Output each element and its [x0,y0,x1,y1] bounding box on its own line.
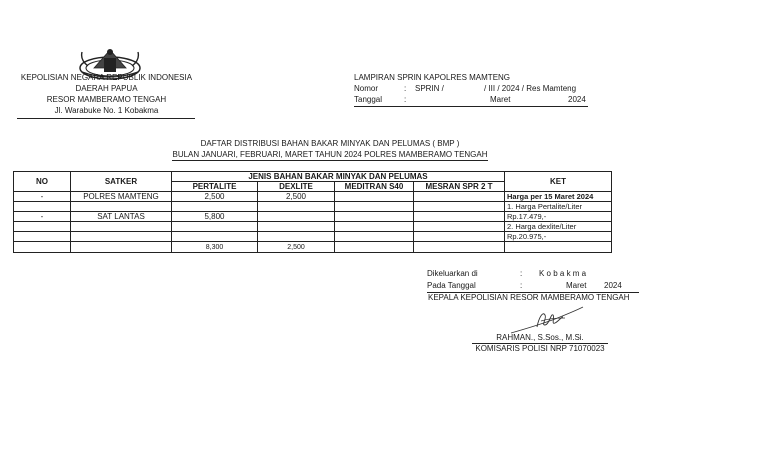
cell-satker [71,222,172,232]
signatory-position: KEPALA KEPOLISIAN RESOR MAMBERAMO TENGAH [428,293,630,302]
cell-dexlite [258,212,335,222]
total-no [14,242,71,253]
col-no-header: NO [14,172,71,192]
cell-meditran [335,202,414,212]
total-dexlite: 2,500 [258,242,335,253]
total-mesran [414,242,505,253]
header-left-divider [17,118,195,119]
document-title [150,138,510,161]
cell-ket: Harga per 15 Maret 2024 [505,192,612,202]
header-right-divider [354,106,588,107]
date-year: 2024 [604,281,622,290]
cell-pertalite [172,232,258,242]
distribution-table [13,171,612,253]
cell-no: - [14,192,71,202]
issued-value: K o b a k m a [539,269,587,278]
handwritten-signature [505,303,587,337]
cell-no: - [14,212,71,222]
org-address: Jl. Warabuke No. 1 Kobakma [54,106,159,115]
title-line-2: BULAN JANUARI, FEBRUARI, MARET TAHUN 2024 POLRES MAMBERAMO TENGAH [172,150,488,159]
signatory [470,333,610,354]
col-dexlite-header: DEXLITE [258,182,335,192]
cell-meditran [335,212,414,222]
nomor-label: Nomor [354,84,379,93]
date-month: Maret [566,281,587,290]
cell-dexlite [258,202,335,212]
cell-pertalite [172,202,258,212]
issued-label: Dikeluarkan di [427,269,478,278]
table-row [14,192,612,202]
cell-ket: 2. Harga dexlite/Liter [505,222,612,232]
cell-satker: POLRES MAMTENG [71,192,172,202]
tanggal-year: 2024 [568,95,586,104]
cell-meditran [335,192,414,202]
nomor-colon: : [404,84,407,93]
total-satker [71,242,172,253]
cell-no [14,222,71,232]
cell-mesran [414,212,505,222]
title-line-1: DAFTAR DISTRIBUSI BAHAN BAKAR MINYAK DAN PELUMAS ( BMP ) [200,139,460,148]
lampiran-title: LAMPIRAN SPRIN KAPOLRES MAMTENG [354,73,511,82]
nomor-value-a: SPRIN / [415,84,444,93]
cell-mesran [414,202,505,212]
nomor-value-b: / III / 2024 / Res Mamteng [484,84,577,93]
signatory-rank: KOMISARIS POLISI NRP 71070023 [475,344,605,353]
col-pertalite-header: PERTALITE [172,182,258,192]
total-pertalite: 8,300 [172,242,258,253]
org-resor: RESOR MAMBERAMO TENGAH [46,95,167,104]
tanggal-label: Tanggal [354,95,383,104]
table-row [14,202,612,212]
col-satker-header: SATKER [71,172,172,192]
cell-dexlite [258,222,335,232]
org-region: DAERAH PAPUA [75,84,138,93]
col-mesran-header: MESRAN SPR 2 T [414,182,505,192]
total-meditran [335,242,414,253]
cell-pertalite: 2,500 [172,192,258,202]
cell-pertalite: 5,800 [172,212,258,222]
cell-meditran [335,232,414,242]
tanggal-colon: : [404,95,407,104]
cell-dexlite [258,232,335,242]
table-total-row [14,242,612,253]
cell-ket: Rp.20.975,- [505,232,612,242]
signature-block [427,268,657,304]
cell-dexlite: 2,500 [258,192,335,202]
header-left [14,72,199,119]
date-label: Pada Tanggal [427,281,476,290]
cell-meditran [335,222,414,232]
issued-colon: : [520,269,523,278]
col-meditran-header: MEDITRAN S40 [335,182,414,192]
date-colon: : [520,281,523,290]
col-ket-header: KET [505,172,612,192]
cell-no [14,232,71,242]
cell-ket: Rp.17.479,- [505,212,612,222]
cell-satker: SAT LANTAS [71,212,172,222]
table-row [14,232,612,242]
header-right [354,72,594,107]
table-row [14,212,612,222]
col-group-header: JENIS BAHAN BAKAR MINYAK DAN PELUMAS [172,172,505,182]
cell-mesran [414,192,505,202]
cell-satker [71,202,172,212]
cell-mesran [414,222,505,232]
cell-pertalite [172,222,258,232]
table-row [14,222,612,232]
tanggal-month: Maret [490,95,511,104]
org-name: KEPOLISIAN NEGARA REPUBLIK INDONESIA [20,73,193,82]
cell-satker [71,232,172,242]
cell-no [14,202,71,212]
signatory-name: RAHMAN., S.Sos., M.Si. [496,333,584,342]
table-header-row [14,172,612,182]
cell-ket: 1. Harga Pertalite/Liter [505,202,612,212]
cell-mesran [414,232,505,242]
total-ket [505,242,612,253]
